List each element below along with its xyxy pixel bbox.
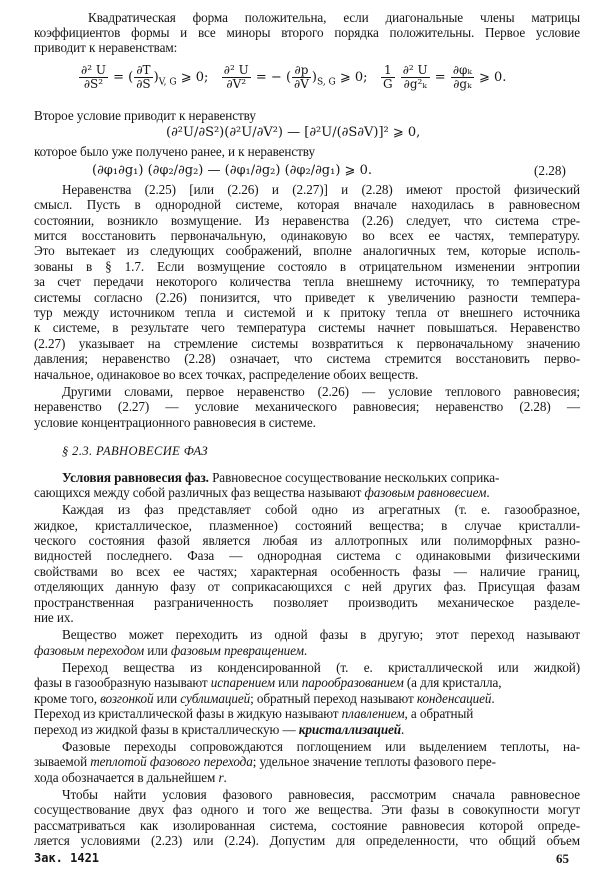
text-line: мится восстановить первоначальную, одинаковую во всех ее частях, температуру. [34,228,580,244]
text-line: ние их. [34,610,74,626]
term-latent-heat: теплотой фазового перехода [90,754,253,770]
order-number: Зак. 1421 [34,850,100,865]
text-line: ляется условиями (2.23) или (2.24). Допустим для определенности, что общий объем [34,833,580,849]
text-span: или [147,642,168,658]
text-line: начальное, одинаковое во всех точках, распределение обоих веществ. [34,366,419,382]
punctuation: . [491,690,495,706]
term-sublimation-2: сублимацией [180,690,251,706]
text-line: Переход вещества из конденсированной (т. е. кристаллической или жидкой) [62,660,580,676]
term-evaporation: испарением [210,675,275,691]
punctuation: . [401,721,405,737]
text-line: Это вытекает из следующих соображений, вполне аналогичных тем, которые исполь- [34,243,580,259]
text-span: кроме того, [34,690,97,706]
text-line: Вещество может переходить из одной фазы в другую; этот переход называют [62,627,580,643]
text-span: зываемой [34,754,88,770]
text-span: , а обратный [404,706,474,722]
run-in-heading: Условия равновесия фаз. [62,469,209,485]
symbol-r: r [218,769,224,785]
text-line: Чтобы найти условия фазового равновесия, рассмотрим сначала равновесное [62,787,580,803]
text-line: неравенство (2.27) — условие механического равновесия; неравенство (2.28) — [34,399,580,415]
text-line: ческого состояния фазой является любая из аллотропных или полиморфных разно- [34,533,580,549]
equation-2-28: (∂φ₁∂g₁) (∂φ₂/∂g₂) — (∂φ₁/∂g₂) (∂φ₂/∂g₁) ⩾ 0. [92,162,372,178]
punctuation: . [486,484,490,500]
text-line: системы согласно (2.26) понизится, что приведет к увеличению разности темпера- [34,289,580,305]
text-line: Второе условие приводит к неравенству [34,107,256,123]
text-line: жидкое, кристаллическое, плазменное) состояний вещества; в случае кристалли- [34,517,580,533]
term-condensation: конденсацией [416,690,492,706]
text-line: отделяющих данную фазу от соприкасающихся с ней других фаз. Присущая фазам [34,579,580,595]
text-span: Равновесное сосуществование нескольких соприка- [212,469,500,485]
text-line: сосуществование двух фаз одного и того же вещества. Эти фазы в совокупности могут [34,802,580,818]
equation-second-condition: (∂²U/∂S²)(∂²U/∂V²) — [∂²U/(∂S∂V)]² ⩾ 0, [166,125,421,141]
text-line: к системе, в результате чего температура системы начнет повышаться. Неравенство [34,320,580,336]
text-line: Неравенства (2.25) [или (2.26) и (2.27)] и (2.28) имеют простой физический [62,181,580,197]
text-span: переход из жидкой фазы в кристаллическую — [34,721,296,737]
text-line [62,470,499,486]
text-line: тур между источником тепла и системой и к притоку тепла от внешнего источника [34,305,580,321]
text-span: сающихся между собой различных фаз вещества называют [34,484,362,500]
text-line [34,643,307,659]
text-line: зованы в § 1.7. Если возмущение состояло в отрицательном изменении энтропии [34,258,580,274]
text-line: за счет передачи некоторого количества тепла внешнему источнику, то температура [34,274,580,290]
text-line: свойствами во всех ее частях; характерная особенность фазы — наличие границ, [34,563,580,579]
text-line: пространственная разграниченность позволяет производить механическое разделе- [34,594,580,610]
text-line [34,675,501,691]
text-span: Переход из кристаллической фазы в жидкую называют [34,706,339,722]
text-span: или [156,690,178,706]
text-line: видностей последнего. Фаза — однородная система с одинаковыми физическими [34,548,580,564]
text-line: коэффициентов формы и все миноры второго порядка положительны. Первое условие [34,25,580,41]
text-line: (2.27) указывает на стремление системы возвратиться к первоначальному значению [34,335,580,351]
term-crystallization: кристаллизацией [298,721,402,737]
punctuation: . [303,642,308,658]
term-phase-transition: фазовым переходом [34,642,145,658]
text-line: приводит к неравенствам: [34,40,178,56]
page-number: 65 [556,850,569,866]
text-line: которое было уже получено ранее, и к неравенству [34,144,315,160]
term-sublimation-1: возгонкой [100,690,154,706]
text-line [34,485,490,501]
text-span: хода обозначается в дальнейшем [34,769,216,785]
text-line: состоянии, возникло возмущение. Из неравенства (2.26) следует, что система стре- [34,212,580,228]
text-line: Другими словами, первое неравенство (2.26) — условие теплового равновесия; [62,383,580,399]
text-span: (а для кристалла, [406,675,502,691]
section-heading: § 2.3. РАВНОВЕСИЕ ФАЗ [62,443,208,458]
text-line [34,691,495,707]
term-melting: плавлением [341,706,405,722]
text-line: смысл. Пусть в однородной системе, которая вначале находилась в равновесном [34,197,580,213]
term-vaporization: парообразованием [301,675,404,691]
text-line: Каждая из фаз представляет собой одно из агрегатных (т. е. газообразное, [62,502,580,518]
text-span: фазы в газообразную называют [34,675,208,691]
text-line [34,722,404,738]
term-phase-transformation: фазовым превращением [170,642,304,658]
text-span: или [278,675,299,691]
punctuation: . [223,769,227,785]
text-line [34,706,473,722]
term-phase-equilibrium: фазовым равновесием [364,484,487,500]
text-span: ; обратный переход называют [250,690,414,706]
text-span: ; удельное значение теплоты фазового пере- [252,754,496,770]
text-line: условие концентрационного равновесия в системе. [34,414,316,430]
equation-number: (2.28) [534,162,566,178]
text-line: Квадратическая форма положительна, если диагональные члены матрицы [88,9,580,25]
text-line [34,770,227,786]
text-line: Фазовые переходы сопровождаются поглощением или выделением теплоты, на- [62,738,580,754]
equation-first-conditions: $\frac{\text{∂² U}}{\text{∂S²}}$ = ( $\frac{\partial T}{\partial S}$ )$_{V, G}$ ⩾ 0; $\frac{\text{∂² U}}{\text{∂V²}}$ = − ( $\frac{\partial p}{\partial V}$ )$_{S, G}$ ⩾ 0; $\frac{1}{G}$ $\frac{\text{∂² U}}{\text{∂g²ₖ}}$ = $\frac{\text{∂φₖ}}{\text{∂gₖ}}$ ⩾ 0. [81,62,507,91]
text-line [34,754,496,770]
text-line: рассматриваться как изолированная система, состояние равновесия которой опреде- [34,817,580,833]
text-line: давления; неравенство (2.28) означает, что система стремится восстановить перво- [34,351,580,367]
